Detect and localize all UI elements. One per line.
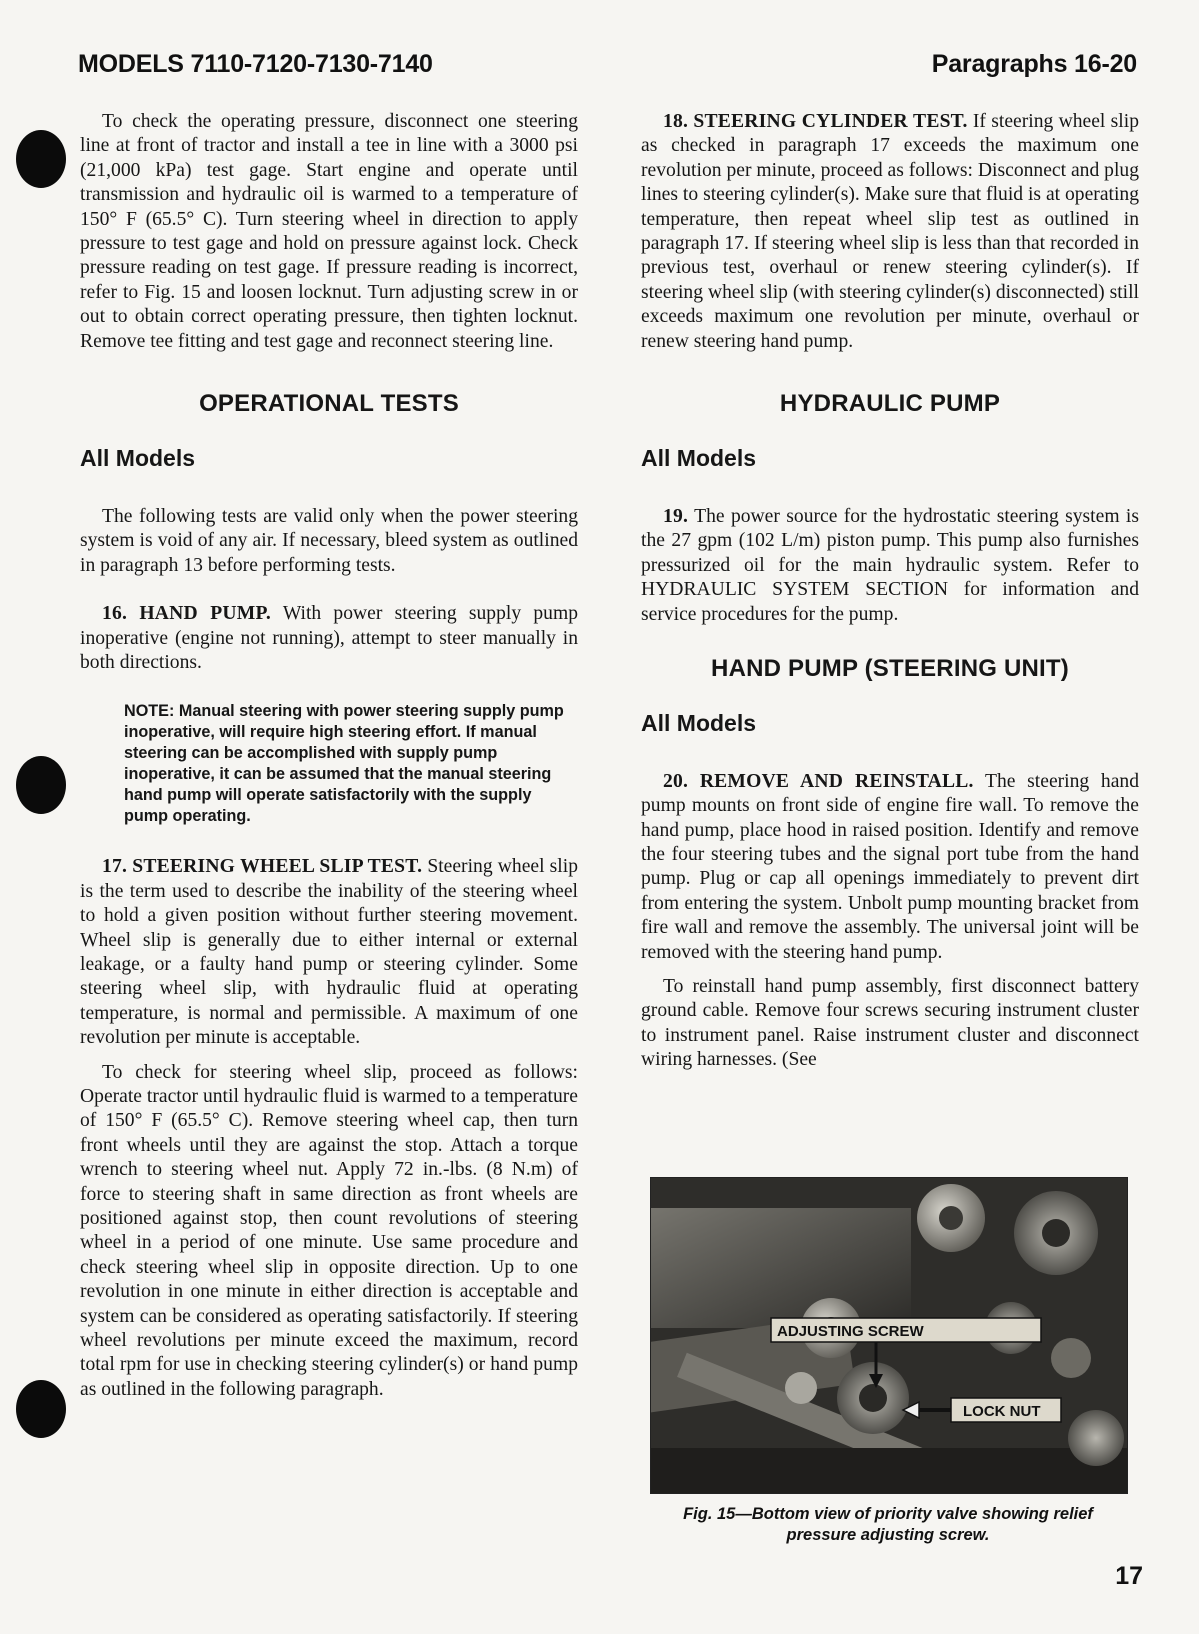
paragraph-20-number: 20.: [663, 770, 689, 792]
subhead-all-models-1: All Models: [641, 445, 757, 472]
paragraph-19-number: 19.: [663, 505, 689, 527]
figure-priority-valve-photo: [650, 1177, 1128, 1494]
paragraph-16-title: HAND PUMP.: [139, 603, 271, 625]
label-lock-nut: LOCK NUT: [963, 1403, 1041, 1420]
left-column: [80, 110, 578, 1402]
running-header-models: MODELS 7110-7120-7130-7140: [78, 50, 433, 78]
section-title-hand-pump: HAND PUMP (STEERING UNIT): [711, 654, 1069, 682]
subhead-all-models-2: All Models: [641, 710, 757, 737]
paragraph-17-title: STEERING WHEEL SLIP TEST.: [132, 856, 423, 878]
note-manual-steering: NOTE: Manual steering with power steering supply pump inoperative, will require high steering effort. If manual steering can be accomplished with supply pump inoperative, it can be assumed that the manual steering hand pump will operate satisfactorily with the supply pump operating.: [124, 702, 564, 826]
paragraph-20-title: REMOVE AND REINSTALL.: [699, 770, 974, 792]
binder-hole-bottom: [16, 1380, 66, 1438]
label-adjusting-screw: ADJUSTING SCREW: [777, 1323, 924, 1340]
paragraph-20-text: The steering hand pump mounts on front side of engine fire wall. To remove the hand pump, place hood in raised position. Identify and remove the four steering tubes and the signal port tube from the hand pump. Plug or cap all openings immediately to prevent dirt from entering the system. Unbolt pump mounting bracket from fire wall and remove the assembly. The universal joint will be removed with the steering hand pump.: [641, 770, 1140, 963]
paragraph-20-reinstall: To reinstall hand pump assembly, first disconnect battery ground cable. Remove four screws securing instrument cluster to instrument panel. Raise instrument cluster and disconnect wiring harnesses. (See: [641, 975, 1139, 1071]
paragraph-check-pressure: To check the operating pressure, disconnect one steering line at front of tractor and install a tee in line with a 3000 psi (21,000 kPa) test gage. Start engine and operate until transmission and hydraulic oil is warmed to a temperature of 150° F (65.5° C). Turn steering wheel in direction to apply pressure to test gage and hold on pressure against lock. Check pressure reading on test gage. If pressure reading is incorrect, refer to Fig. 15 and loosen locknut. Turn adjusting screw in or out to obtain correct operating pressure, then tighten locknut. Remove tee fitting and test gage and reconnect steering line.: [80, 111, 578, 352]
paragraph-16-number: 16.: [102, 603, 128, 625]
paragraph-18-title: STEERING CYLINDER TEST.: [693, 111, 968, 132]
binder-hole-top: [16, 130, 66, 188]
section-title-operational-tests: OPERATIONAL TESTS: [199, 390, 459, 418]
paragraph-17: [80, 855, 578, 1050]
paragraph-18: [641, 110, 1139, 354]
paragraph-17-text: Steering wheel slip is the term used to describe the inability of the steering wheel to hold a given position without further steering movement. Wheel slip is generally due to either internal or external leakage, or a faulty hand pump or steering cylinder. Some steering wheel slip, with hydraulic fluid at operating temperature, is normal and permissible. A maximum of one revolution per minute is acceptable.: [80, 856, 578, 1049]
binder-hole-middle: [16, 756, 66, 814]
priority-valve-photo-drawing: [651, 1178, 1127, 1493]
paragraph-tests-intro: The following tests are valid only when the power steering system is void of any air. If necessary, bleed system as outlined in paragraph 13 before performing tests.: [80, 505, 578, 576]
paragraph-16: [80, 602, 578, 675]
paragraph-19: [641, 505, 1139, 627]
paragraph-20: [641, 770, 1139, 965]
figure-caption: Fig. 15—Bottom view of priority valve showing relief pressure adjusting screw.: [683, 1505, 1093, 1544]
page-number: 17: [1115, 1562, 1143, 1590]
paragraph-19-text: The power source for the hydrostatic steering system is the 27 gpm (102 L/m) piston pump. This pump also furnishes pressurized oil for the main hydraulic system. Refer to HYDRAULIC SYSTEM SECTION for information and service procedures for the pump.: [641, 505, 1139, 625]
section-title-hydraulic-pump: HYDRAULIC PUMP: [779, 390, 1001, 418]
paragraph-18-number: 18.: [663, 111, 689, 132]
right-column: [641, 110, 1139, 1073]
paragraph-17-number: 17.: [102, 856, 128, 878]
paragraph-18-text: If steering wheel slip as checked in paragraph 17 exceeds the maximum one revolution per minute, proceed as follows: Disconnect and plug lines to steering cylinder(s). Make sure that fluid is at operating temperature, then repeat wheel slip test as outlined in paragraph 17. If steering wheel slip is less than that recorded in previous test, overhaul or renew steering cylinder(s). If steering wheel slip (with steering cylinder(s) disconnected) still exceeds maximum one revolution per minute, overhaul or renew steering hand pump.: [641, 111, 1139, 352]
paragraph-17-procedure: To check for steering wheel slip, proceed as follows: Operate tractor until hydraulic fluid is warmed to a temperature of 150° F (65.5° C). Remove steering wheel cap, then turn front wheels until they are against the stop. Attach a torque wrench to steering wheel nut. Apply 72 in.-lbs. (8 N.m) of force to steering shaft in same direction as front wheels are positioned against stop, then count revolutions of steering wheel in a period of one minute. Use same procedure and check steering wheel slip in opposite direction. Up to one revolution in one minute in either direction is acceptable and system can be considered as operating satisfactorily. If steering wheel revolutions per minute exceed the maximum, record total rpm for use in checking steering cylinder(s) or hand pump as outlined in the following paragraph.: [80, 1061, 578, 1400]
subhead-all-models: All Models: [80, 445, 196, 472]
running-header-paragraphs: Paragraphs 16-20: [931, 50, 1137, 78]
paragraph-16-text: With power steering supply pump inoperative (engine not running), attempt to steer manually in both directions.: [80, 603, 578, 673]
